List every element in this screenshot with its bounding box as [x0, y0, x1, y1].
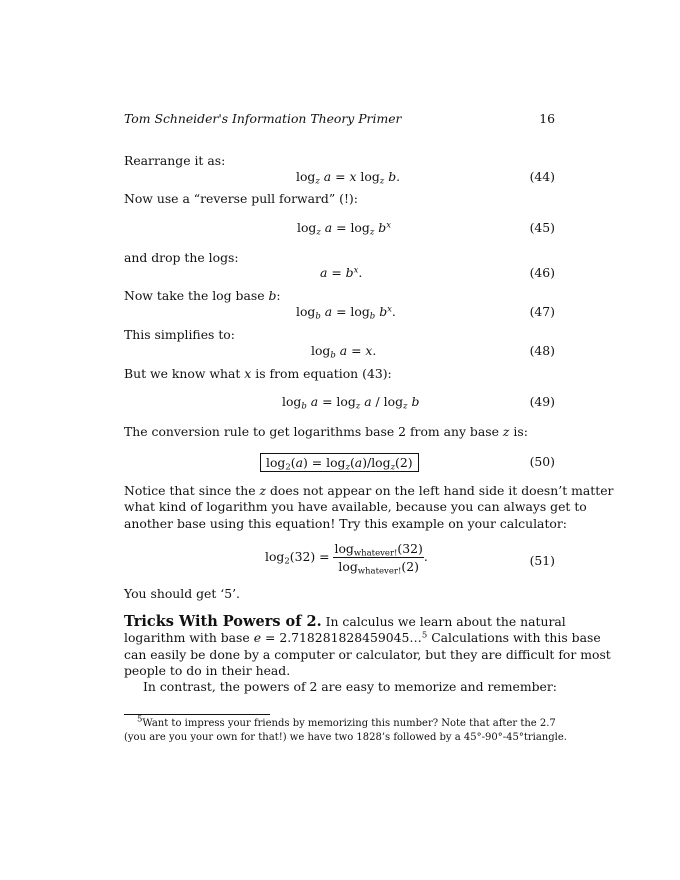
equation-46-math: $a = b^x$. — [320, 265, 363, 280]
equation-50-boxed-math: $\log_2(a) = \log_z(a)/\log_z(2)$ — [260, 453, 419, 472]
text-conversion-rule-b: is: — [513, 424, 528, 439]
notice-line-3: another base using this equation! Try this example on your calculator: — [124, 515, 567, 531]
text-drop-logs: and drop the logs: — [124, 250, 239, 265]
text-but-we-know-b: is from equation (43): — [255, 366, 392, 381]
footnote-5 — [124, 714, 567, 745]
equation-44-number: (44) — [529, 169, 555, 184]
text-simplifies: This simplifies to: — [124, 327, 235, 342]
footnote-line-1-text: Want to impress your friends by memorizing this number? Note that after the 2.7 — [142, 718, 556, 729]
tricks-line-4: people to do in their head. — [124, 662, 291, 678]
text-log-base: Now take the log base b: — [124, 288, 281, 303]
text-conversion-rule-a: The conversion rule to get logarithms base 2 from any base — [124, 424, 499, 439]
equation-47-math: $\log_b a = \log_b b^x$. — [296, 304, 396, 322]
equation-45-math: $\log_z a = \log_z b^x$ — [297, 220, 391, 238]
tricks-line-2-a: logarithm with base — [124, 630, 250, 646]
text-rearrange: Rearrange it as: — [124, 153, 226, 168]
section-heading-tricks: Tricks With Powers of 2. — [124, 613, 322, 630]
equation-48-number: (48) — [529, 343, 555, 358]
equation-47-number: (47) — [529, 304, 555, 319]
tricks-line-3: can easily be done by a computer or calculator, but they are difficult for most — [124, 646, 611, 662]
footnote-line-1 — [124, 714, 556, 731]
notice-line-1-b: does not appear on the left hand side it doesn’t matter — [269, 483, 614, 498]
paragraph-tricks — [124, 613, 611, 695]
equation-48-math: $\log_b a = x$. — [311, 343, 377, 361]
footnote-line-2: (you are you your own for that!) we have two 1828’s followed by a 45°-90°-45°triangle. — [124, 732, 567, 743]
equation-51-math: $\log_2(32)$ = $\frac{\log_{whatever!}(32)}{\log_{whatever!}(2)}$ . — [265, 541, 428, 577]
paragraph-notice — [124, 483, 614, 532]
equation-51-denominator-subscript: whatever! — [357, 566, 402, 577]
text-reverse-pull-forward: Now use a “reverse pull forward” (!): — [124, 191, 358, 206]
footnote-reference-5[interactable]: 5 — [421, 630, 428, 641]
tricks-line-1 — [124, 613, 566, 630]
notice-line-2: what kind of logarithm you have available, because you can always get to — [124, 499, 587, 515]
equation-51-numerator-subscript: whatever! — [353, 548, 398, 559]
equation-44-math: $\log_z a = x$ $\log_z b$. — [296, 169, 401, 187]
equation-51-number: (51) — [529, 553, 555, 568]
equation-50-number: (50) — [529, 454, 555, 469]
tricks-line-5: In contrast, the powers of 2 are easy to memorize and remember: — [143, 679, 557, 695]
tricks-line-1-text: In calculus we learn about the natural — [325, 614, 566, 629]
text-but-we-know: But we know what x is from equation (43): — [124, 366, 392, 381]
notice-line-1-a: Notice that since the — [124, 483, 256, 498]
equation-51-fraction: $\frac{\log_{whatever!}(32)}{\log_{whatever!}(2)}$ — [334, 541, 423, 577]
equation-45-number: (45) — [529, 220, 555, 235]
text-conversion-rule: The conversion rule to get logarithms base 2 from any base z is: — [124, 424, 528, 439]
text-log-base-words: Now take the log base — [124, 288, 265, 303]
footnote-rule — [124, 714, 270, 715]
running-header-title: Tom Schneider's Information Theory Primer — [124, 111, 402, 126]
equation-49-math: $\log_b a = \log_z a / \log_z b$ — [282, 394, 420, 412]
tricks-line-2-b: Calculations with this base — [431, 630, 601, 646]
equation-46-number: (46) — [529, 265, 555, 280]
text-you-should-get: You should get ‘5’. — [124, 586, 240, 601]
tricks-line-2-value: = 2.718281828459045 — [265, 630, 410, 646]
page-number: 16 — [539, 111, 555, 126]
footnote-mark: 5 — [137, 714, 143, 725]
tricks-line-2: logarithm with base e = 2.718281828459045…$^5$ Calculations with this base — [124, 630, 601, 646]
text-but-we-know-a: But we know what — [124, 366, 241, 381]
equation-49-number: (49) — [529, 394, 555, 409]
notice-line-1: Notice that since the z does not appear on the left hand side it doesn’t matter — [124, 483, 614, 498]
